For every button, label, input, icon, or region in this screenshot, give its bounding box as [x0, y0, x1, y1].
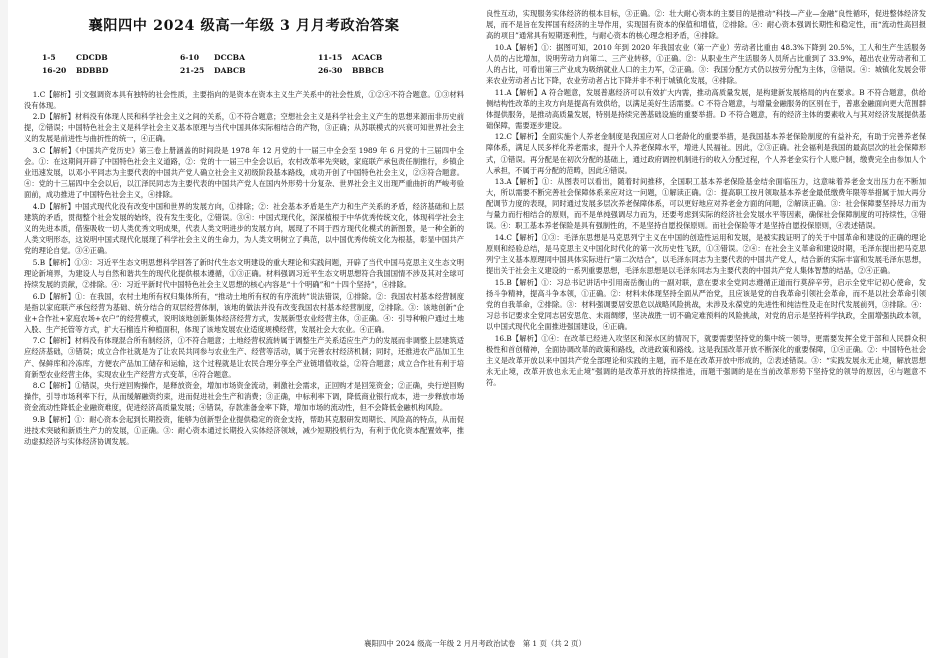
- right-column: [486, 8, 926, 626]
- explanation-q7: 7.C【解析】材料没有体现混合所有制经济，①不符合题意；土地经营权流转属于调整生产关系适应生产力的发展而非调整上层建筑适应经济基础，③错误；成立合作社就是为了让农民共同参与农业生产、经营等活动，属于完善农村经济机制；同时，还推进农产品加工生产、保鲜库和冷冻库，方便农产品加工储存和运输，这个过程就是让农民合理分享全产业链增值收益，②符合题意；成立合作社有利于培育新型农业经营主体，实现农业生产经营方式变革，④符合题意。: [24, 336, 464, 379]
- page-title: 襄阳四中 2024 级高一年级 3 月月考政治答案: [88, 18, 400, 34]
- answer-letters: DCCBA: [214, 52, 245, 62]
- explanation-q9: 9.B【解析】①：耐心资本会起到长期投资，能够为创新型企业提供稳定的资金支持，帮助其克服研发周期长、风险高的特点，从而促进技术突破和新质生产力的发展，①正确。③：耐心资本通过长期投入实体经济领域，减少短期投机行为，有利于优化资本配置效率，推动虚拟经济与实体经济协调发展。: [24, 414, 464, 447]
- answer-range: 1-5: [42, 52, 56, 62]
- explanation-q16: 16.B【解析】①④：在改革已经进入攻坚区和深水区的情况下，就要需要坚持党的集中统一领导，更需要发挥全党于部和人民群众积极性和首创精神，全面协调改革的政策和路线，改进政策和路线。这是我国改革开放不断深化的重要保障，①④正确。②：中国特色社会主义是改革开放以来中国共产党全部理论和实践的主题，而不是在改革开放中形成的，②表述错误。③：“实践发展永无止境，解放思想永无止境，改革开放也永无止境”强调的是改革开放的持续推进，而题干强调的是在当前改革形势下坚持党的领导的原因，④与题意不符。: [486, 333, 926, 388]
- explanation-q8: 8.C【解析】①错误，央行逆回购操作，是释放资金，增加市场资金流动，刺激社会需求，正回购才是回笼资金；②正确，央行逆回购操作，引导市场利率下行，从而缓解融资约束，进而促进社会生产和消费；③正确，中标利率下调，降低商业银行成本，进一步释放市场资金流动性降低企业融资难度，促进经济高质量发展；④错误，存款准备金率下降，增加市场的流动性，但不会降低金融机构风险。: [24, 381, 464, 413]
- explanation-q9-continued: 良性互动，实现服务实体经济的根本目标，③正确。②：壮大耐心资本的主要目的是推动“科技—产业—金融”良性循环，促进整体经济发展，而不是旨在发挥国有经济的主导作用，实现国有资本的保值和增值，②排除。④：耐心资本强调长期性和稳定性，而“流动性高回报高的项目”通常具有短期逐利性，与耐心资本的核心理念相矛盾，④排除。: [486, 9, 926, 41]
- explanation-q3: 3.C【解析】《中国共产党历史》第三卷上册涵盖的时间段是 1978 年 12 月党的十一届三中全会至 1989 年 6 月党的十三届四中全会。①：在这期间开辟了中国特色社会主义道路，②：党的十一届三中全会以后，农村改革率先突破，家庭联产承包责任制推行，乡镇企业迅速发展，以邓小平同志为主要代表的中国共产党人确立社会主义初级阶段基本路线，成功开创了中国特色社会主义，②③符合题意。④：党的十三届四中全会以后，以江泽民同志为主要代表的中国共产党人在国内外形势十分复杂、世界社会主义出现严重曲折的严峻考验面前，成功推进了中国特色社会主义，④排除。: [24, 146, 464, 200]
- answer-letters: CDCDB: [76, 52, 108, 62]
- explanation-q13: 13.A【解析】①：从图表可以看出，随着时间推移，全国职工基本养老保险基金结余面临压力，这意味着养老金支出压力在不断加大，所以需要不断完善社会保障体系来应对这一问题，①解读正确。②：提高职工按月领取基本养老金最低缴费年限等举措属于加大再分配调节力度的表现，同时通过发展多层次养老保障体系，可以更好地应对养老金方面的问题，②解读正确。③：社会保障要坚持尽力而为与量力而行相结合的原则，而不是单纯强调尽力而为，还要考虑到实际的经济社会发展水平等因素，确保社会保障制度的可持续性，③错误。④：职工基本养老保险是具有强制性的，不是坚持自愿投保原则。而社会保险等才是坚持自愿投保原则，④表述错误。: [486, 177, 926, 231]
- answer-letters: BBBCB: [352, 66, 384, 76]
- explanation-q10: 10.A【解析】①：据图可知，2010 年到 2020 年我国农业（第一产业）劳动者比重由 48.3%下降到 20.5%，工人和生产生活服务人员的占比增加，说明劳动力向第二、三产业转移，①正确。②：从职业生产生活服务人员所占比重到了 33.9%，超出农业劳动者和工人的占比，可看出第三产业成为吸纳就业人口的主力军，②正确。③：我国分配方式仍以按劳分配为主体，③错误。④：城镇化发展会带来农业劳动者占比下降，农业劳动者占比下降并非不利于城镇化发展，④排除。: [486, 42, 926, 85]
- explanation-q6: 6.D【解析】①：在我国，农村土地所有权归集体所有，“推动土地所有权的有序流转”说法错误，①排除。②：我国农村基本经营制度是指以家庭联产承包经营为基础、统分结合的双层经营体制，该地的做法并没有改变我国农村基本经营制度，②排除。③：该地创新“企业+合作社+家庭农场+农户”的经营模式，说明该地创新集体经济经营方式，发展新型农业经营主体，③正确。④：引导种粮户通过土地入股、生产托管等方式，扩大石榴连片种植面积，体现了该地发展农业适度规模经营，发展社会大农业。④正确。: [24, 291, 464, 334]
- answer-key-row: [24, 52, 464, 64]
- scan-edge: [0, 0, 8, 658]
- explanation-q14: 14.C【解析】①③：毛泽东思想是马克思列宁主义在中国的创造性运用和发展，是被实践证明了的关于中国革命和建设的正确的理论原则和经验总结，是马克思主义中国化时代化的第一次历史性飞跃，①③错误。②④：在社会主义革命和建设时期，毛泽东提出把马克思列宁主义基本原理同中国具体实际进行“第二次结合”，以毛泽东同志为主要代表的中国共产党人，结合新的实际丰富和发展毛泽东思想，提出关于社会主义建设的一系列重要思想，毛泽东思想是以毛泽东同志为主要代表的中国共产党人集体智慧的结晶，②④正确。: [486, 233, 926, 276]
- explanation-q12: 12.C【解析】全面实施个人养老金制度是我国应对人口老龄化的重要举措，是我国基本养老保险制度的有益补充，有助于完善养老保障体系，满足人民多样化养老需求，提升个人养老保障水平，增进人民福祉。因此，②③正确。社会福利是我国的最高层次的社会保障形式，①错误。再分配是在初次分配的基础上，通过政府调控机制进行的收入分配过程，个人养老金实行个人账户制，缴费完全由参加人个人承担，不属于再分配的范畴，因此④错误。: [486, 132, 926, 175]
- explanation-q15: 15.B【解析】①：习总书记讲话中引用南岳衡山的一副对联，意在要求全党同志遵循正道而行莫辞辛劳，启示全党牢记初心使命，发扬斗争精神，提高斗争本领，①正确。②：材料未体现坚持全面从严治党，且应该是党的自我革命引领社会革命，而不是以社会革命引领党的自我革命，②排除。③：材料强调要居安思危以战略风险挑战，未涉及永葆党的先进性和纯洁性及走在时代发展前列，③排除。④：习总书记要求全党同志居安思危、未雨绸缪，坚决战胜一切不确定难预料的风险挑战，对党的启示是坚持科学执政，全面增强执政本领，以中国式现代化全面推进强国建设，④正确。: [486, 277, 926, 332]
- left-column: [24, 10, 464, 628]
- explanation-q4: 4.D【解析】中国式现代化没有改变中国和世界的发展方向，①排除；②：社会基本矛盾是生产力和生产关系的矛盾，经济基础和上层建筑的矛盾，贯彻整个社会发展的始终，没有发生变化，②错误。③④：中国式现代化，深深植根于中华优秀传统文化，体现科学社会主义的先进本质，借鉴吸收一切人类优秀文明成果，代表人类文明进步的发展方向，展现了不同于西方现代化模式的新图景，是一种全新的人类文明形态，这说明中国式现代化展现了科学社会主义的生命力，为人类文明树立了典范，以中国优秀传统文化为根基，彰显中国共产党的理论自觉。③④正确。: [24, 201, 464, 256]
- explanation-q1: 1.C【解析】引文强调资本具有独特的社会性质，主要指向的是资本在资本主义生产关系中的社会性质，①②④不符合题意。①③材料没有体现。: [24, 89, 464, 110]
- answer-range: 26-30: [318, 66, 343, 76]
- explanation-q2: 2.D【解析】材料没有体现人民和科学社会主义之间的关系，①不符合题意；空想社会主义是科学社会主义产生的思想来源而非历史前提，②错误；中国特色社会主义是科学社会主义基本原理与当代中国具体实际相结合的产物，③正确；从苏联模式的兴衰可知世界社会主义的发展是前进性与曲折性的统一，④正确。: [24, 112, 464, 144]
- answer-letters: ACACB: [352, 52, 383, 62]
- answer-letters: BDBBD: [76, 66, 109, 76]
- page-footer: 襄阳四中 2024 级高一年级 2 月月考政治试卷 第 1 页（共 2 页）: [364, 639, 586, 648]
- explanation-q5: 5.B【解析】①③：习近平生态文明思想科学回答了新时代生态文明建设的重大理论和实践问题，开辟了当代中国马克思主义生态文明理论新境界，为建设人与自然和谐共生的现代化提供根本遵循，①③正确。材料强调习近平生态文明思想符合我国国情不涉及其对全球可持续发展的贡献，②排除。④：习近平新时代中国特色社会主义思想的核心内容是“十个明确”和“十四个坚持”，④排除。: [24, 257, 464, 289]
- answer-letters: DABCB: [214, 66, 246, 76]
- answer-key-row: [24, 65, 464, 77]
- answer-range: 21-25: [180, 66, 205, 76]
- answer-range: 16-20: [42, 66, 67, 76]
- explanation-q11: 11.A【解析】A 符合题意，发展普惠经济可以有效扩大内需，推动高质量发展，是构建新发展格局的内在要求。B 不符合题意，供给侧结构性改革的主攻方向是提高有效供给，以满足美好生活需要。C 不符合题意，与增量金融服务的区别在于，普惠金融面向更大范围群体提供服务，是推动高质量发展，特别是持续完善基础设施的重要举措。D 不符合题意，有的经济主体的要素收入与其对经济发展提供基础保障，需要逐步建设。: [486, 87, 926, 130]
- answer-key: [24, 52, 464, 77]
- answer-range: 11-15: [318, 52, 343, 62]
- answer-range: 6-10: [180, 52, 200, 62]
